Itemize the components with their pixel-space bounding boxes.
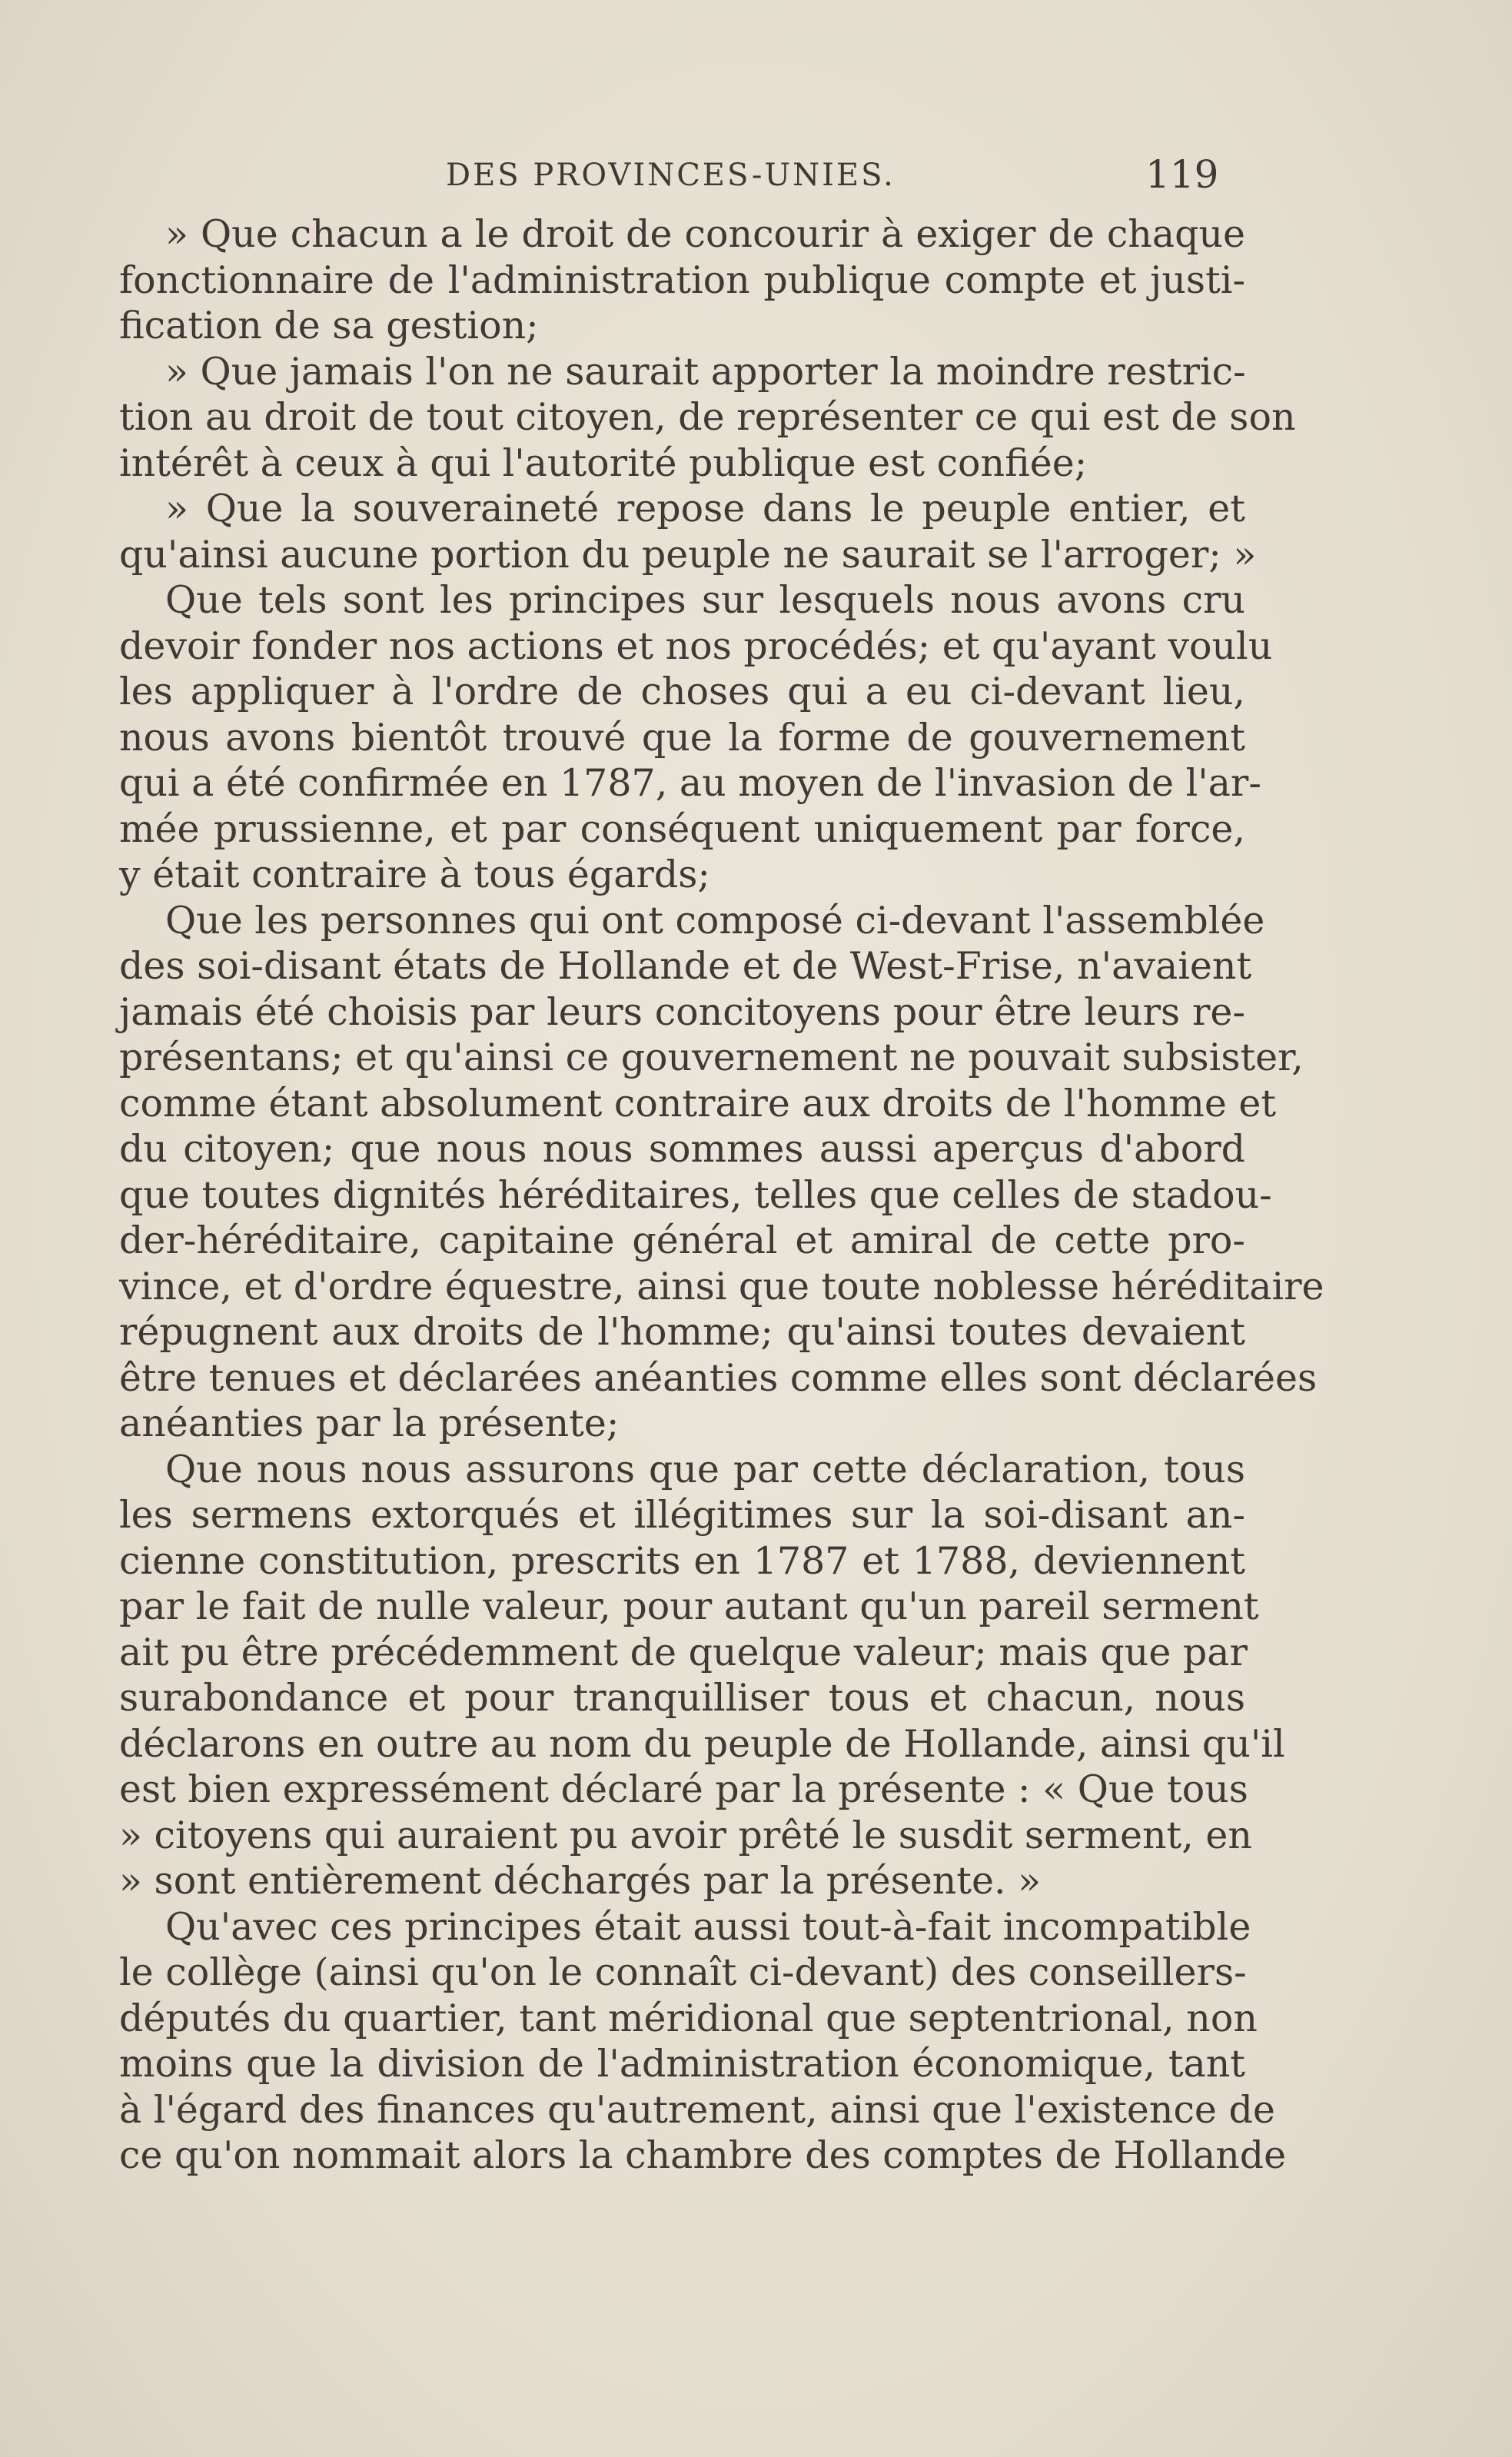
text-line: du citoyen; que nous nous sommes aussi aperçus d'abord	[119, 1127, 1245, 1171]
text-line: que toutes dignités héréditaires, telles que celles de stadou-	[119, 1172, 1272, 1217]
text-line: vince, et d'ordre équestre, ainsi que toute noblesse héréditaire	[119, 1264, 1324, 1308]
text-line: mée prussienne, et par conséquent uniquement par force,	[119, 806, 1245, 851]
text-line: Que nous nous assurons que par cette déclaration, tous	[165, 1447, 1245, 1491]
text-line: intérêt à ceux à qui l'autorité publique est confiée;	[119, 441, 1088, 485]
text-line: devoir fonder nos actions et nos procédés; et qu'ayant voulu	[119, 623, 1273, 668]
text-line: fonctionnaire de l'administration publique compte et justi-	[119, 258, 1245, 302]
text-line: qui a été confirmée en 1787, au moyen de l'invasion de l'ar-	[119, 761, 1261, 805]
text-line: ce qu'on nommait alors la chambre des comptes de Hollande	[119, 2133, 1287, 2177]
text-line: der-héréditaire, capitaine général et amiral de cette pro-	[119, 1219, 1245, 1262]
text-line: » Que jamais l'on ne saurait apporter la moindre restric-	[165, 349, 1246, 394]
text-line: Qu'avec ces principes était aussi tout-à-fait incompatible	[165, 1904, 1251, 1949]
text-line: les appliquer à l'ordre de choses qui a eu ci-devant lieu,	[119, 670, 1245, 713]
text-line: déclarons en outre au nom du peuple de Hollande, ainsi qu'il	[119, 1721, 1285, 1766]
text-line: être tenues et déclarées anéanties comme elles sont déclarées	[119, 1355, 1318, 1400]
running-head: DES PROVINCES-UNIES.	[446, 158, 896, 193]
text-line: comme étant absolument contraire aux droits de l'homme et	[119, 1081, 1277, 1125]
text-line: moins que la division de l'administration économique, tant	[119, 2042, 1245, 2086]
text-line: à l'égard des finances qu'autrement, ainsi que l'existence de	[119, 2087, 1275, 2132]
body-text	[119, 211, 1324, 2179]
text-line: jamais été choisis par leurs concitoyens pour être leurs re-	[119, 989, 1245, 1034]
text-line: des soi-disant états de Hollande et de West-Frise, n'avaient	[119, 944, 1252, 988]
text-line: » Que la souveraineté repose dans le peuple entier, et	[165, 487, 1245, 530]
text-line: est bien expressément déclaré par la présente : « Que tous	[119, 1767, 1248, 1811]
text-line: nous avons bientôt trouvé que la forme de gouvernement	[119, 715, 1245, 760]
page-number: 119	[1145, 152, 1219, 197]
text-line: fication de sa gestion;	[119, 304, 539, 347]
text-line: Que tels sont les principes sur lesquels nous avons cru	[165, 578, 1245, 622]
text-line: ait pu être précédemment de quelque valeur; mais que par	[119, 1630, 1248, 1674]
text-line: le collège (ainsi qu'on le connaît ci-devant) des conseillers-	[119, 1950, 1247, 1994]
text-line: députés du quartier, tant méridional que septentrional, non	[119, 1996, 1258, 2040]
text-line: par le fait de nulle valeur, pour autant qu'un pareil serment	[119, 1584, 1259, 1628]
text-line: surabondance et pour tranquilliser tous et chacun, nous	[119, 1676, 1245, 1720]
text-line: » sont entièrement déchargés par la présente. »	[119, 1859, 1042, 1903]
text-line: présentans; et qu'ainsi ce gouvernement ne pouvait subsister,	[119, 1036, 1304, 1079]
text-line: » Que chacun a le droit de concourir à exiger de chaque	[165, 212, 1245, 256]
text-line: cienne constitution, prescrits en 1787 et 1788, deviennent	[119, 1538, 1245, 1583]
text-line: tion au droit de tout citoyen, de représenter ce qui est de son	[119, 395, 1296, 439]
text-line: y était contraire à tous égards;	[119, 853, 710, 896]
text-line: qu'ainsi aucune portion du peuple ne saurait se l'arroger; »	[119, 532, 1257, 577]
text-line: anéanties par la présente;	[119, 1401, 620, 1445]
text-line: Que les personnes qui ont composé ci-devant l'assemblée	[165, 898, 1265, 943]
text-line: les sermens extorqués et illégitimes sur la soi-disant an-	[119, 1493, 1245, 1537]
text-line: répugnent aux droits de l'homme; qu'ainsi toutes devaient	[119, 1310, 1245, 1354]
text-line: » citoyens qui auraient pu avoir prêté le susdit serment, en	[119, 1813, 1252, 1857]
